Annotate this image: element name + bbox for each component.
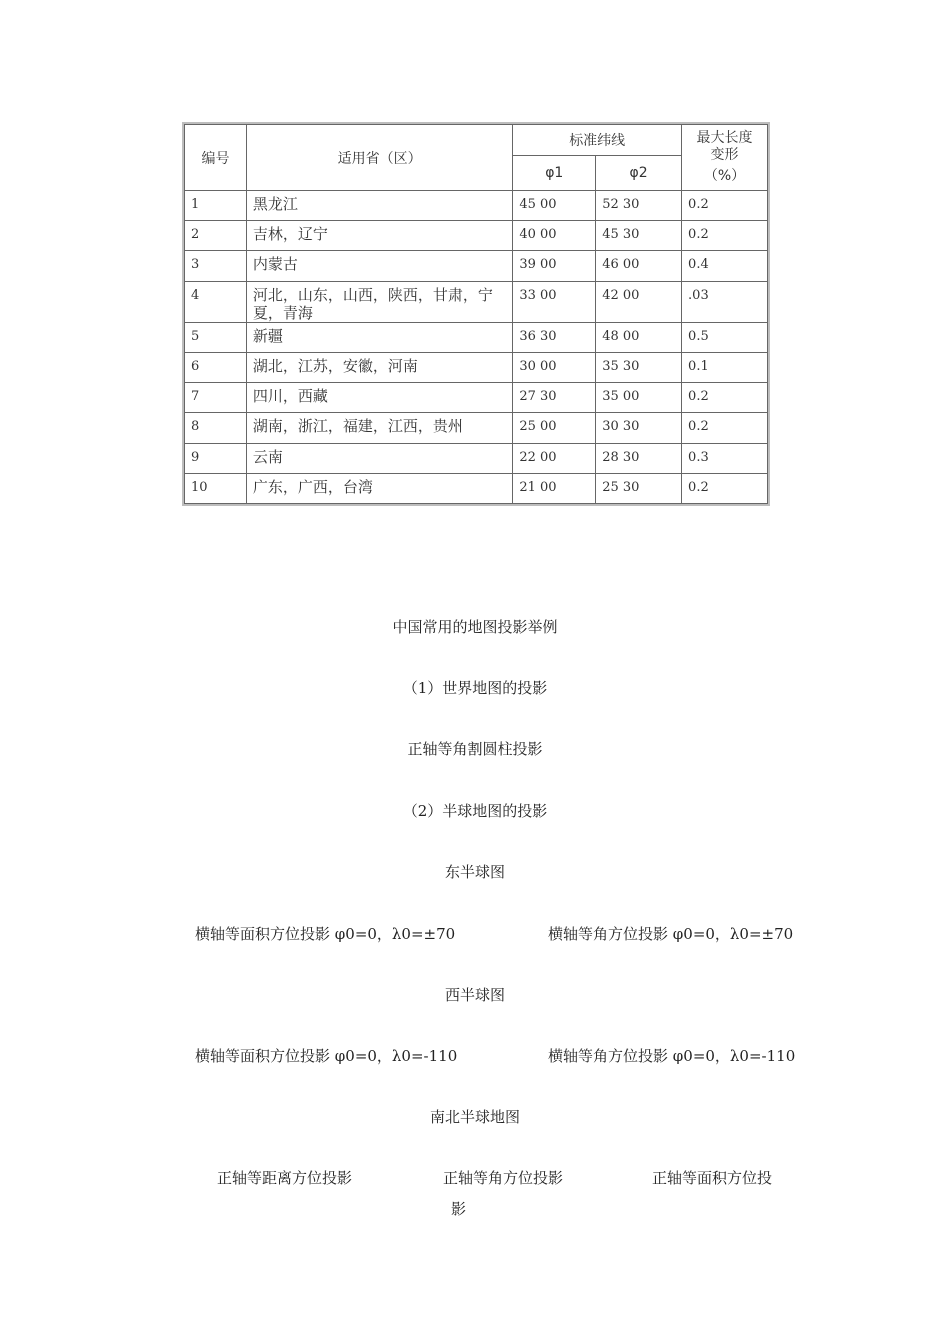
cell-province: 广东，广西，台湾 <box>246 473 512 503</box>
cell-max-deformation: 0.1 <box>682 353 768 383</box>
projection-table-image <box>182 122 770 506</box>
cell-phi2: 46 00 <box>596 251 682 281</box>
cell-phi2: 35 30 <box>596 353 682 383</box>
cell-max-deformation: 0.3 <box>682 443 768 473</box>
world-map-heading: （1）世界地图的投影 <box>402 679 548 697</box>
table-row <box>185 473 768 503</box>
cell-no: 2 <box>185 221 247 251</box>
table-row <box>185 443 768 473</box>
cell-province: 湖北，江苏，安徽，河南 <box>246 353 512 383</box>
header-phi1: φ1 <box>513 156 596 191</box>
cell-no: 10 <box>185 473 247 503</box>
table-row <box>185 281 768 322</box>
cell-phi2: 28 30 <box>596 443 682 473</box>
cell-max-deformation: .03 <box>682 281 768 322</box>
cell-max-deformation: 0.2 <box>682 473 768 503</box>
cell-province: 吉林，辽宁 <box>246 221 512 251</box>
ns-projection-3: 正轴等面积方位投 <box>652 1169 773 1187</box>
cell-province: 四川，西藏 <box>246 383 512 413</box>
cell-no: 6 <box>185 353 247 383</box>
cell-phi1: 33 00 <box>513 281 596 322</box>
cell-no: 3 <box>185 251 247 281</box>
cell-phi1: 30 00 <box>513 353 596 383</box>
header-phi2: φ2 <box>596 156 682 191</box>
cell-no: 1 <box>185 191 247 221</box>
cell-phi2: 25 30 <box>596 473 682 503</box>
western-hemisphere-left: 横轴等面积方位投影 φ0=0，λ0=-110 <box>195 1047 458 1065</box>
header-province: 适用省（区） <box>246 125 512 191</box>
cell-province: 湖南，浙江，福建，江西，贵州 <box>246 413 512 443</box>
cell-phi1: 21 00 <box>513 473 596 503</box>
cell-province: 新疆 <box>246 322 512 352</box>
cell-max-deformation: 0.4 <box>682 251 768 281</box>
header-no: 编号 <box>185 125 247 191</box>
table-row <box>185 251 768 281</box>
cell-max-deformation: 0.2 <box>682 383 768 413</box>
header-max-deformation-line2: 变形 <box>710 147 739 163</box>
header-max-deformation <box>682 125 768 191</box>
cell-province: 云南 <box>246 443 512 473</box>
cell-phi2: 42 00 <box>596 281 682 322</box>
table-row <box>185 221 768 251</box>
cell-no: 4 <box>185 281 247 322</box>
table-row <box>185 413 768 443</box>
cell-max-deformation: 0.2 <box>682 191 768 221</box>
cell-province: 河北，山东，山西，陕西，甘肃，宁夏，青海 <box>246 281 512 322</box>
cell-phi1: 40 00 <box>513 221 596 251</box>
hemisphere-heading: （2）半球地图的投影 <box>402 802 548 820</box>
header-max-deformation-line3: （%） <box>703 168 746 184</box>
north-south-hemisphere-title: 南北半球地图 <box>429 1108 520 1126</box>
cell-max-deformation: 0.5 <box>682 322 768 352</box>
cell-max-deformation: 0.2 <box>682 221 768 251</box>
ns-projection-3-continued: 影 <box>451 1200 467 1218</box>
cell-province: 内蒙古 <box>246 251 512 281</box>
table-row <box>185 191 768 221</box>
cell-no: 7 <box>185 383 247 413</box>
projection-table-body <box>185 191 768 504</box>
cell-phi2: 30 30 <box>596 413 682 443</box>
cell-phi2: 35 00 <box>596 383 682 413</box>
cell-phi1: 45 00 <box>513 191 596 221</box>
cell-phi1: 39 00 <box>513 251 596 281</box>
cell-phi2: 45 30 <box>596 221 682 251</box>
table-row <box>185 383 768 413</box>
cell-phi1: 25 00 <box>513 413 596 443</box>
section-title: 中国常用的地图投影举例 <box>392 618 558 636</box>
cell-no: 5 <box>185 322 247 352</box>
eastern-hemisphere-right: 横轴等角方位投影 φ0=0，λ0=±70 <box>548 925 794 943</box>
cell-no: 9 <box>185 443 247 473</box>
western-hemisphere-right: 横轴等角方位投影 φ0=0，λ0=-110 <box>548 1047 796 1065</box>
cell-no: 8 <box>185 413 247 443</box>
table-row <box>185 353 768 383</box>
world-map-projection: 正轴等角割圆柱投影 <box>407 740 543 758</box>
ns-projection-1: 正轴等距离方位投影 <box>217 1169 353 1187</box>
eastern-hemisphere-left: 横轴等面积方位投影 φ0=0，λ0=±70 <box>195 925 456 943</box>
cell-phi1: 36 30 <box>513 322 596 352</box>
cell-phi1: 27 30 <box>513 383 596 413</box>
ns-projection-2: 正轴等角方位投影 <box>443 1169 564 1187</box>
cell-phi1: 22 00 <box>513 443 596 473</box>
cell-province: 黑龙江 <box>246 191 512 221</box>
table-row <box>185 322 768 352</box>
cell-max-deformation: 0.2 <box>682 413 768 443</box>
header-standard-parallel: 标准纬线 <box>513 125 682 156</box>
cell-phi2: 52 30 <box>596 191 682 221</box>
projection-table <box>184 124 768 504</box>
cell-phi2: 48 00 <box>596 322 682 352</box>
header-max-deformation-line1: 最大长度 <box>696 130 753 146</box>
western-hemisphere-title: 西半球图 <box>444 986 505 1004</box>
eastern-hemisphere-title: 东半球图 <box>444 863 505 881</box>
